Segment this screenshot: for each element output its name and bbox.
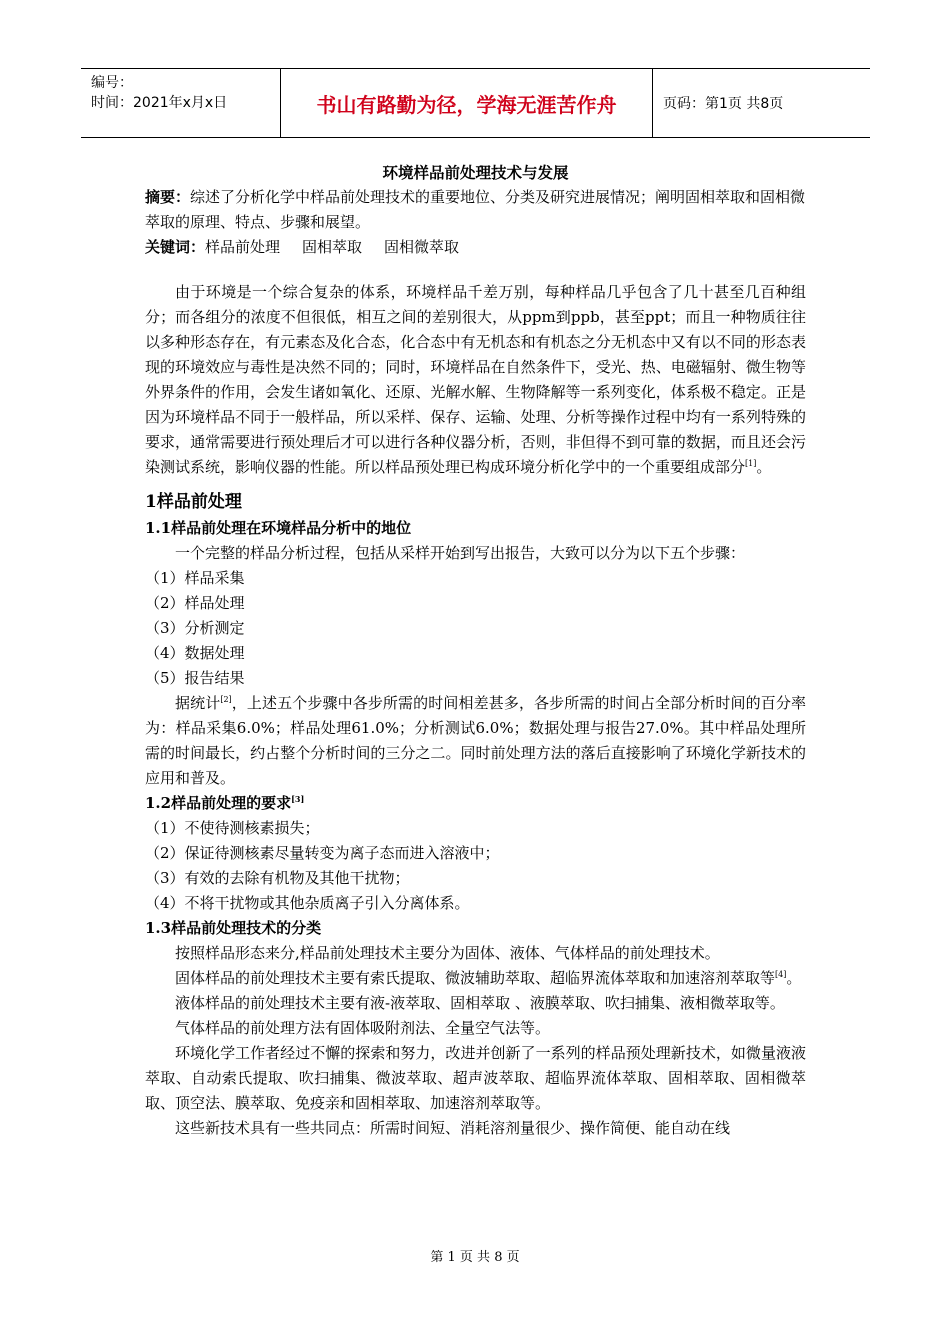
header-time: 时间：2021年x月x日	[91, 95, 228, 111]
keyword: 样品前处理	[205, 238, 281, 256]
list-item: （1）样品采集	[145, 569, 245, 587]
subsection-heading: 1.3样品前处理技术的分类	[145, 919, 322, 937]
subsection-title: 1.2样品前处理的要求	[145, 794, 292, 812]
keyword: 固相萃取	[302, 238, 363, 256]
citation: [3]	[291, 794, 305, 804]
list-item: （2）样品处理	[145, 594, 245, 612]
document-body	[145, 160, 806, 1141]
list-item: （3）分析测定	[145, 619, 245, 637]
keyword: 固相微萃取	[384, 238, 460, 256]
header-page-info: 页码：第1页 共8页	[663, 96, 784, 112]
header-number: 编号：	[91, 75, 133, 91]
header-motto: 书山有路勤为径，学海无涯苦作舟	[281, 69, 653, 137]
page-footer: 第 1 页 共 8 页	[430, 1250, 520, 1265]
paragraph: 液体样品的前处理技术主要有液-液萃取、固相萃取 、液膜萃取、吹扫捕集、液相微萃取等。	[175, 994, 785, 1012]
paragraph-text: 。	[786, 969, 802, 987]
intro-paragraph	[145, 280, 806, 480]
paragraph: 环境化学工作者经过不懈的探索和努力，改进并创新了一系列的样品预处理新技术，如微量液液萃取、自动索氏提取、吹扫捕集、微波萃取、超声波萃取、超临界流体萃取、固相萃取、固相微萃取、顶空法、膜萃取、免疫亲和固相萃取、加速溶剂萃取等。	[145, 1044, 806, 1112]
paragraph: 按照样品形态来分,样品前处理技术主要分为固体、液体、气体样品的前处理技术。	[175, 944, 720, 962]
citation: [2]	[220, 695, 232, 704]
keywords	[145, 235, 806, 260]
list-item: （5）报告结果	[145, 669, 245, 687]
intro-text: 由于环境是一个综合复杂的体系，环境样品千差万别，每种样品几乎包含了几十甚至几百种组分；而各组分的浓度不但很低，相互之间的差别很大，从ppm到ppb，甚至ppt；而且一种物质往往以多种形态存在，有元素态及化合态，化合态中有无机态和有机态之分无机态中又有以不同的形态表现的环境效应与毒性是决然不同的；同时，环境样品在自然条件下，受光、热、电磁辐射、微生物等外界条件的作用，会发生诸如氧化、还原、光解水解、生物降解等一系列变化，体系极不稳定。正是因为环境样品不同于一般样品，所以采样、保存、运输、处理、分析等操作过程中均有一系列特殊的要求，通常需要进行预处理后才可以进行各种仪器分析，否则，非但得不到可靠的数据，而且还会污染测试系统，影响仪器的性能。所以样品预处理已构成环境分析化学中的一个重要组成部分	[145, 283, 806, 476]
abstract-label: 摘要：	[145, 188, 191, 206]
citation: [4]	[775, 970, 787, 979]
list-item: （2）保证待测核素尽量转变为离子态而进入溶液中；	[145, 844, 500, 862]
abstract	[145, 185, 806, 235]
paragraph: 气体样品的前处理方法有固体吸附剂法、全量空气法等。	[175, 1019, 551, 1037]
paragraph: 这些新技术具有一些共同点：所需时间短、消耗溶剂量很少、操作简便、能自动在线	[175, 1119, 731, 1137]
page-header	[81, 68, 870, 138]
intro-end: 。	[756, 458, 772, 476]
list-item: （3）有效的去除有机物及其他干扰物；	[145, 869, 410, 887]
keywords-label: 关键词：	[145, 238, 206, 256]
list-item: （4）不将干扰物或其他杂质离子引入分离体系。	[145, 894, 470, 912]
header-meta	[81, 69, 281, 137]
paragraph-text: 固体样品的前处理技术主要有索氏提取、微波辅助萃取、超临界流体萃取和加速溶剂萃取等	[175, 969, 776, 987]
list-item: （1）不使待测核素损失；	[145, 819, 320, 837]
paragraph: 一个完整的样品分析过程，包括从采样开始到写出报告，大致可以分为以下五个步骤：	[175, 544, 746, 562]
citation: [1]	[745, 459, 757, 468]
list-item: （4）数据处理	[145, 644, 245, 662]
subsection-heading	[145, 791, 806, 816]
paragraph-text: 据统计	[175, 694, 221, 712]
section-heading: 1样品前处理	[145, 492, 242, 512]
subsection-heading: 1.1样品前处理在环境样品分析中的地位	[145, 519, 412, 537]
abstract-text: 综述了分析化学中样品前处理技术的重要地位、分类及研究进展情况；阐明固相萃取和固相微萃取的原理、特点、步骤和展望。	[145, 188, 806, 231]
paragraph	[145, 691, 806, 791]
paragraph-text: ，上述五个步骤中各步所需的时间相差甚多，各步所需的时间占全部分析时间的百分率为：样品采集6.0%；样品处理61.0%；分析测试6.0%；数据处理与报告27.0%。其中样品处理所需的时间最长，约占整个分析时间的三分之二。同时前处理方法的落后直接影响了环境化学新技术的应用和普及。	[145, 694, 806, 787]
document-title: 环境样品前处理技术与发展	[382, 163, 569, 182]
paragraph	[145, 966, 806, 991]
